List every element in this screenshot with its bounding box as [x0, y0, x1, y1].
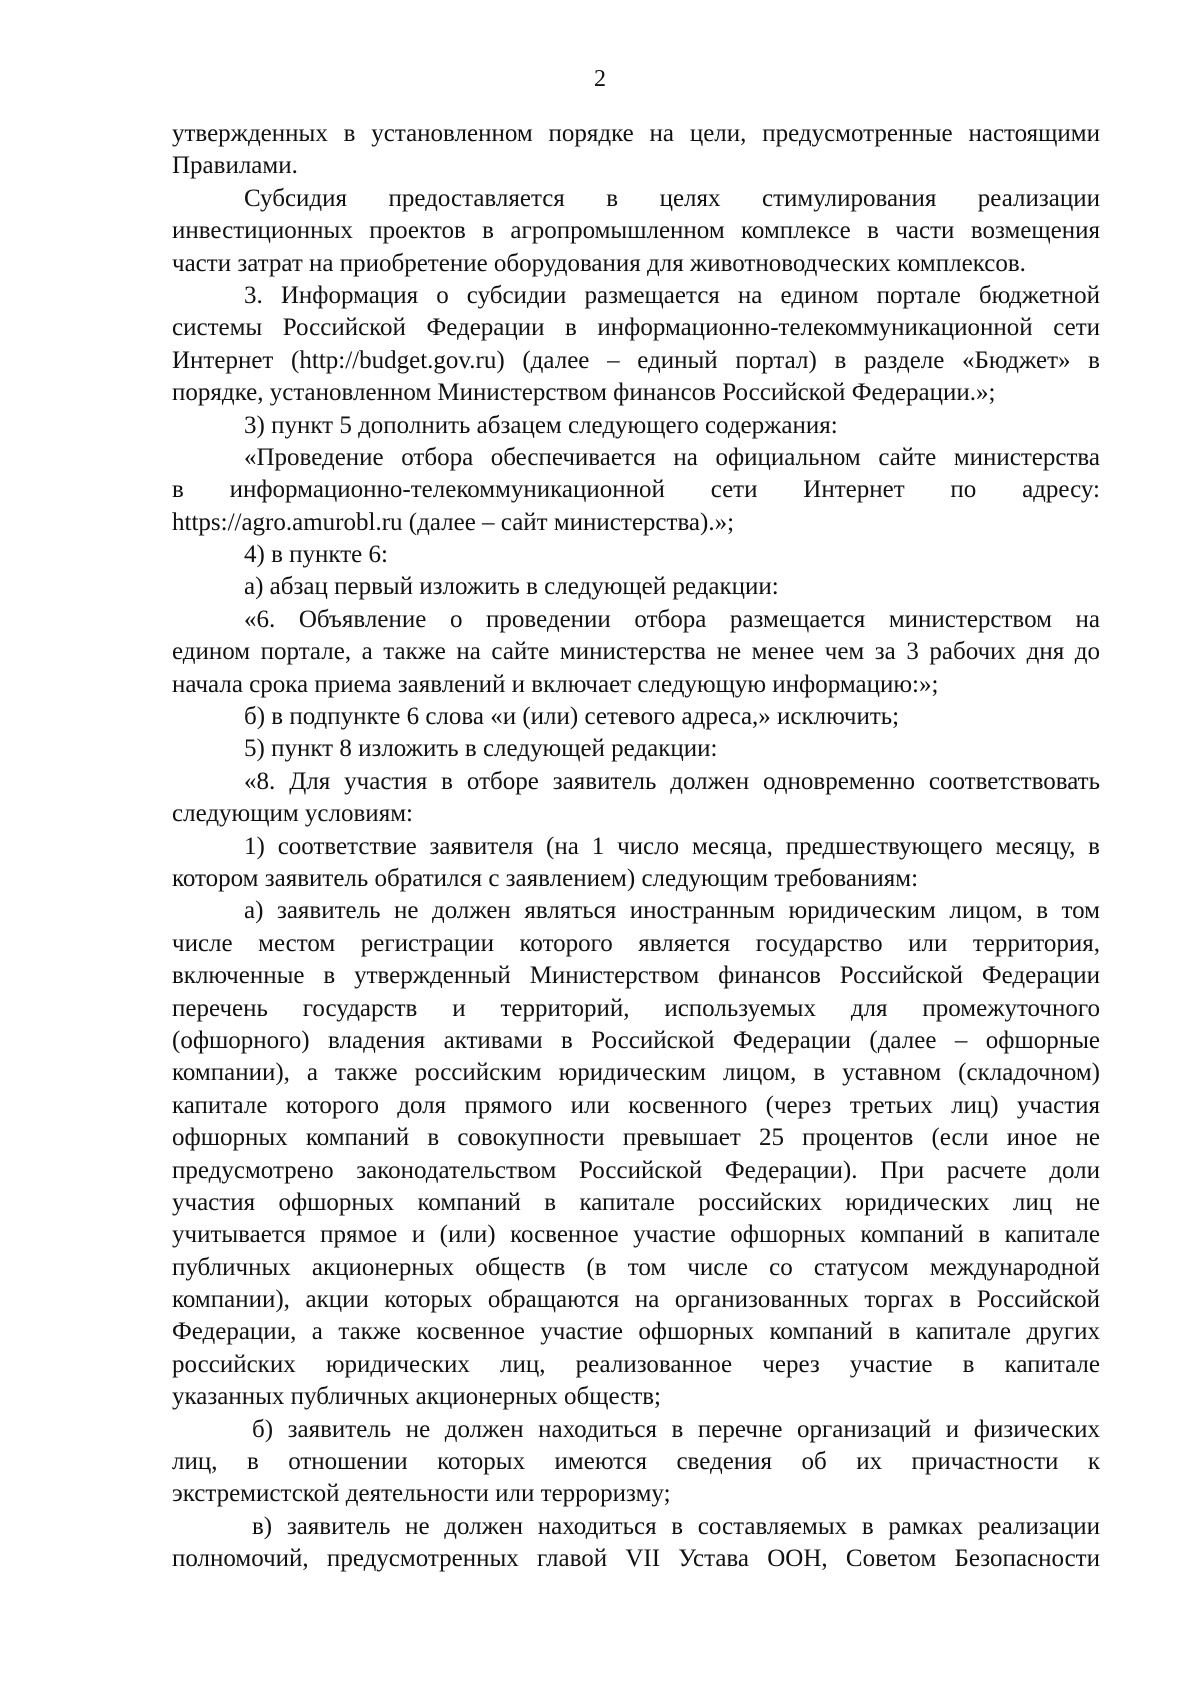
text-line: Правилами. — [172, 152, 298, 180]
text-line: числе местом регистрации которого является государство или территория, — [172, 929, 1100, 957]
text-line: Субсидия предоставляется в целях стимулирования реализации — [244, 184, 1100, 212]
text-line: «8. Для участия в отборе заявитель должен одновременно соответствовать — [244, 767, 1100, 795]
text-line: в) заявитель не должен находиться в составляемых в рамках реализации — [252, 1512, 1100, 1540]
text-line: капитале которого доля прямого или косвенного (через третьих лиц) участия — [172, 1091, 1100, 1119]
text-line: 3. Информация о субсидии размещается на едином портале бюджетной — [244, 281, 1100, 309]
text-line: 1) соответствие заявителя (на 1 число месяца, предшествующего месяцу, в — [244, 832, 1100, 860]
text-line: 4) в пункте 6: — [244, 541, 388, 569]
text-line: Федерации, а также косвенное участие офшорных компаний в капитале других — [172, 1318, 1100, 1346]
text-line: а) заявитель не должен являться иностранным юридическим лицом, в том — [244, 897, 1100, 925]
text-line: компании), акции которых обращаются на организованных торгах в Российской — [172, 1286, 1100, 1314]
text-line: котором заявитель обратился с заявлением) следующим требованиям: — [172, 864, 919, 892]
text-line: едином портале, а также на сайте министерства не менее чем за 3 рабочих дня до — [172, 638, 1100, 666]
text-line: утвержденных в установленном порядке на цели, предусмотренные настоящими — [172, 120, 1100, 147]
text-line: лиц, в отношении которых имеются сведения об их причастности к — [172, 1448, 1100, 1476]
text-line: публичных акционерных обществ (в том числе со статусом международной — [172, 1253, 1100, 1281]
document-body — [172, 118, 1100, 1576]
text-line: учитывается прямое и (или) косвенное участие офшорных компаний в капитале — [172, 1221, 1100, 1249]
text-line: «Проведение отбора обеспечивается на официальном сайте министерства — [244, 443, 1100, 471]
text-line: «6. Объявление о проведении отбора размещается министерством на — [244, 605, 1100, 633]
text-line: полномочий, предусмотренных главой VII Устава ООН, Советом Безопасности — [172, 1545, 1100, 1573]
text-line: включенные в утвержденный Министерством финансов Российской Федерации — [172, 962, 1100, 990]
text-line: системы Российской Федерации в информационно-телекоммуникационной сети — [172, 314, 1100, 342]
text-line: в информационно-телекоммуникационной сети Интернет по адресу: — [172, 476, 1100, 504]
text-line: https://agro.amurobl.ru (далее – сайт министерства).»; — [172, 508, 735, 536]
text-line: указанных публичных акционерных обществ; — [172, 1383, 662, 1411]
text-line: а) абзац первый изложить в следующей редакции: — [244, 573, 779, 601]
text-line: инвестиционных проектов в агропромышленном комплексе в части возмещения — [172, 217, 1100, 245]
text-line: начала срока приема заявлений и включает следующую информацию:»; — [172, 670, 939, 698]
text-line: участия офшорных компаний в капитале российских юридических лиц не — [172, 1188, 1100, 1216]
text-line: 5) пункт 8 изложить в следующей редакции: — [244, 735, 718, 763]
text-line: (офшорного) владения активами в Российской Федерации (далее – офшорные — [172, 1026, 1100, 1054]
page-number: 2 — [594, 66, 606, 92]
text-line: 3) пункт 5 дополнить абзацем следующего содержания: — [244, 411, 838, 439]
text-line: б) заявитель не должен находиться в перечне организаций и физических — [252, 1415, 1100, 1443]
text-line: российских юридических лиц, реализованное через участие в капитале — [172, 1350, 1100, 1378]
text-line: части затрат на приобретение оборудования для животноводческих комплексов. — [172, 249, 1026, 277]
text-line: компании), а также российским юридическим лицом, в уставном (складочном) — [172, 1059, 1100, 1087]
text-line: Интернет (http://budget.gov.ru) (далее – единый портал) в разделе «Бюджет» в — [172, 346, 1100, 374]
text-line: перечень государств и территорий, используемых для промежуточного — [172, 994, 1100, 1022]
text-line: б) в подпункте 6 слова «и (или) сетевого адреса,» исключить; — [244, 703, 900, 731]
text-line: экстремистской деятельности или терроризму; — [172, 1480, 671, 1508]
text-line: порядке, установленном Министерством финансов Российской Федерации.»; — [172, 379, 996, 407]
text-line: следующим условиям: — [172, 800, 413, 828]
text-line: офшорных компаний в совокупности превышает 25 процентов (если иное не — [172, 1124, 1100, 1152]
text-line: предусмотрено законодательством Российской Федерации). При расчете доли — [172, 1156, 1100, 1184]
